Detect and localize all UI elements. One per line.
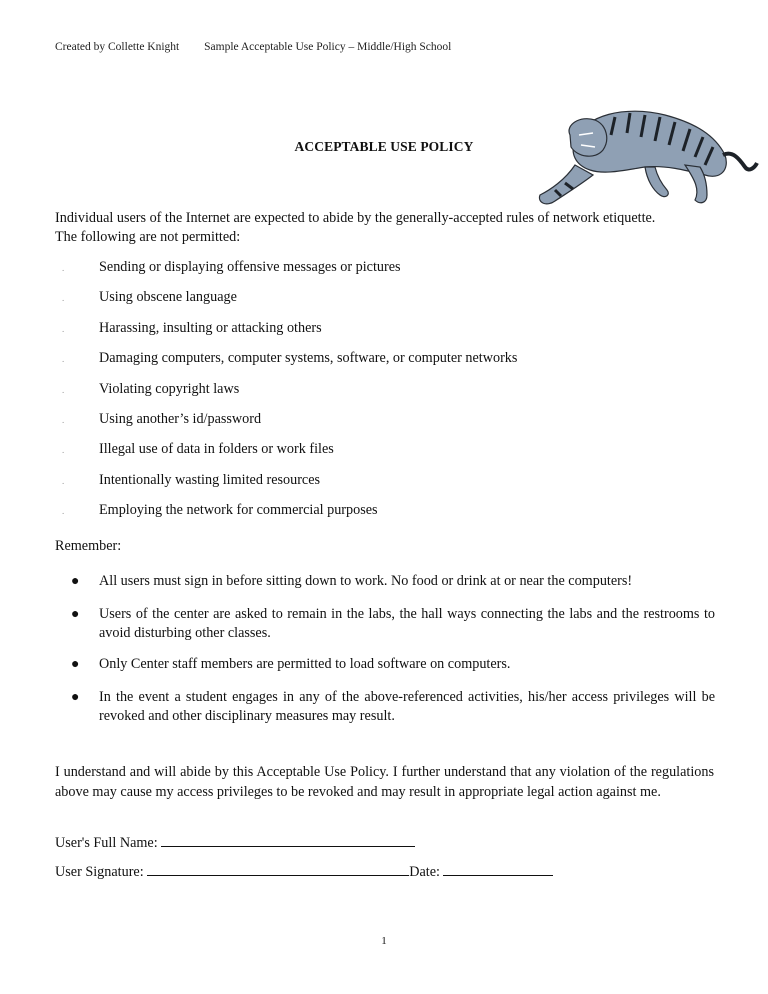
remember-heading: Remember: xyxy=(55,538,122,554)
list-item: . Illegal use of data in folders or work files xyxy=(55,440,715,470)
bullet-icon: . xyxy=(62,263,65,273)
tiger-icon xyxy=(535,95,760,215)
list-item: ● All users must sign in before sitting down to work. No food or drink at or near the computers! xyxy=(71,573,633,589)
header-doc-title: Sample Acceptable Use Policy – Middle/High School xyxy=(204,41,452,53)
bullet-icon: . xyxy=(62,293,65,304)
signature-field[interactable] xyxy=(147,861,409,876)
list-item: . Using another’s id/password xyxy=(55,410,715,440)
bullet-icon: . xyxy=(62,414,65,425)
list-item: . Intentionally wasting limited resources xyxy=(55,471,715,501)
list-item: . Employing the network for commercial purposes xyxy=(55,501,715,531)
bullet-icon: ● xyxy=(71,690,80,705)
intro-line-1: Individual users of the Internet are expected to abide by the generally-accepted rules of network etiquette. xyxy=(55,210,656,226)
list-item: . Sending or displaying offensive messages or pictures xyxy=(55,258,715,288)
date-label: Date: xyxy=(409,864,440,880)
full-name-label: User's Full Name: xyxy=(55,835,158,851)
remember-list xyxy=(55,572,715,740)
intro-line-2: The following are not permitted: xyxy=(55,229,241,245)
list-item: . Damaging computers, computer systems, software, or computer networks xyxy=(55,349,715,379)
bullet-icon: . xyxy=(62,323,65,334)
bullet-icon: . xyxy=(62,506,65,517)
list-item: ● Only Center staff members are permitted to load software on computers. xyxy=(71,656,511,672)
date-field[interactable] xyxy=(443,861,553,876)
list-item: . Harassing, insulting or attacking others xyxy=(55,319,715,349)
bullet-icon: . xyxy=(62,384,65,395)
full-name-field[interactable] xyxy=(161,832,415,847)
list-item: . Violating copyright laws xyxy=(55,380,715,410)
list-item: . Using obscene language xyxy=(55,288,715,318)
list-item: ● Users of the center are asked to remain in the labs, the hall ways connecting the labs and the restrooms to avoid disturbing other classes. xyxy=(71,606,715,641)
bullet-icon: . xyxy=(62,354,65,365)
title-text: ACCEPTABLE USE POLICY xyxy=(294,139,474,154)
bullet-icon: ● xyxy=(71,607,80,622)
bullet-icon: ● xyxy=(71,657,80,672)
list-item: ● In the event a student engages in any of the above-referenced activities, his/her access privileges will be revoked and other disciplinary measures may result. xyxy=(71,689,715,724)
bullet-icon: ● xyxy=(71,574,80,589)
page-number: 1 xyxy=(381,935,387,947)
page-header xyxy=(55,41,451,53)
not-permitted-list xyxy=(55,258,715,532)
agreement-paragraph: I understand and will abide by this Acceptable Use Policy. I further understand that any violation of the regulations above may cause my access privileges to be revoked and may result in appropriate legal action against me. xyxy=(55,764,714,800)
signature-row xyxy=(55,861,553,881)
bullet-icon: . xyxy=(62,445,65,456)
full-name-row xyxy=(55,832,415,852)
bullet-icon: . xyxy=(62,475,65,486)
intro-paragraph xyxy=(55,209,715,247)
header-author: Created by Collette Knight xyxy=(55,41,180,53)
signature-label: User Signature: xyxy=(55,864,144,880)
